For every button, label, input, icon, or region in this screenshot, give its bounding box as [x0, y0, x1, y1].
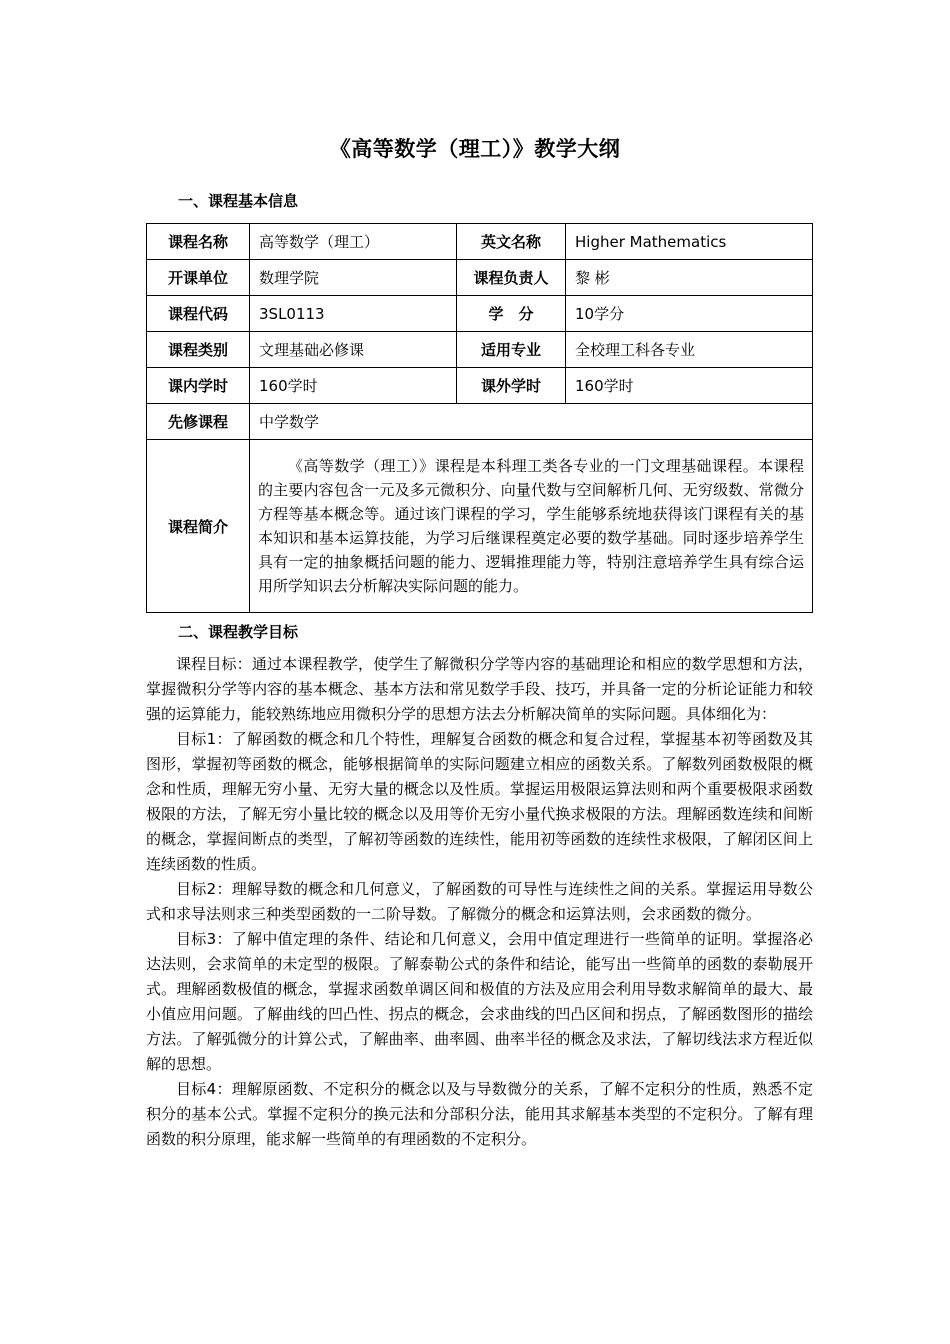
paragraph-course-objective: 课程目标：通过本课程教学，使学生了解微积分学等内容的基础理论和相应的数学思想和方法，掌握微积分学等内容的基本概念、基本方法和常见数学手段、技巧，并具备一定的分析论证能力和较强的运算能力，能较熟练地应用微积分学的思想方法去分析解决简单的实际问题。具体细化为：	[146, 655, 813, 723]
paragraph-objective-2: 目标2：理解导数的概念和几何意义，了解函数的可导性与连续性之间的关系。掌握运用导数公式和求导法则求三种类型函数的一二阶导数。了解微分的概念和运算法则，会求函数的微分。	[146, 880, 813, 923]
label-course-intro: 课程简介	[147, 440, 250, 613]
objectives-body	[146, 652, 813, 1152]
value-course-leader: 黎 彬	[566, 260, 813, 296]
course-info-table	[146, 223, 813, 613]
label-applicable-majors: 适用专业	[457, 332, 566, 368]
label-course-name: 课程名称	[147, 224, 250, 260]
table-row	[147, 224, 813, 260]
table-row	[147, 332, 813, 368]
paragraph-objective-4: 目标4：理解原函数、不定积分的概念以及与导数微分的关系，了解不定积分的性质，熟悉不定积分的基本公式。掌握不定积分的换元法和分部积分法，能用其求解基本类型的不定积分。了解有理函数的积分原理，能求解一些简单的有理函数的不定积分。	[146, 1080, 813, 1148]
value-applicable-majors: 全校理工科各专业	[566, 332, 813, 368]
value-course-intro: 《高等数学（理工）》课程是本科理工类各专业的一门文理基础课程。本课程的主要内容包含一元及多元微积分、向量代数与空间解析几何、无穷级数、常微分方程等基本概念等。通过该门课程的学习，学生能够系统地获得该门课程有关的基本知识和基本运算技能，为学习后继课程奠定必要的数学基础。同时逐步培养学生具有一定的抽象概括问题的能力、逻辑推理能力等，特别注意培养学生具有综合运用所学知识去分析解决实际问题的能力。	[250, 440, 813, 613]
value-prerequisites: 中学数学	[250, 404, 813, 440]
value-course-code: 3SL0113	[250, 296, 457, 332]
paragraph-objective-1: 目标1：了解函数的概念和几个特性，理解复合函数的概念和复合过程，掌握基本初等函数及其图形，掌握初等函数的概念，能够根据简单的实际问题建立相应的函数关系。了解数列函数极限的概念和性质，理解无穷小量、无穷大量的概念以及性质。掌握运用极限运算法则和两个重要极限求函数极限的方法，了解无穷小量比较的概念以及用等价无穷小量代换求极限的方法。理解函数连续和间断的概念，掌握间断点的类型，了解初等函数的连续性，能用初等函数的连续性求极限，了解闭区间上连续函数的性质。	[146, 730, 813, 873]
label-in-class-hours: 课内学时	[147, 368, 250, 404]
label-department: 开课单位	[147, 260, 250, 296]
value-department: 数理学院	[250, 260, 457, 296]
table-row	[147, 296, 813, 332]
label-english-name: 英文名称	[457, 224, 566, 260]
label-credits: 学 分	[457, 296, 566, 332]
label-course-code: 课程代码	[147, 296, 250, 332]
document-title: 《高等数学（理工）》教学大纲	[329, 137, 621, 161]
value-course-category: 文理基础必修课	[250, 332, 457, 368]
table-row	[147, 440, 813, 613]
section-heading-basic-info: 一、课程基本信息	[178, 192, 299, 210]
label-course-leader: 课程负责人	[457, 260, 566, 296]
label-out-class-hours: 课外学时	[457, 368, 566, 404]
paragraph-objective-3: 目标3：了解中值定理的条件、结论和几何意义，会用中值定理进行一些简单的证明。掌握洛必达法则，会求简单的未定型的极限。了解泰勒公式的条件和结论，能写出一些简单的函数的泰勒展开式。理解函数极值的概念，掌握求函数单调区间和极值的方法及应用会利用导数求解简单的最大、最小值应用问题。了解曲线的凹凸性、拐点的概念，会求曲线的凹凸区间和拐点，了解函数图形的描绘方法。了解弧微分的计算公式，了解曲率、曲率圆、曲率半径的概念及求法，了解切线法求方程近似解的思想。	[146, 930, 813, 1073]
table-row	[147, 368, 813, 404]
label-course-category: 课程类别	[147, 332, 250, 368]
value-out-class-hours: 160学时	[566, 368, 813, 404]
table-row	[147, 404, 813, 440]
value-in-class-hours: 160学时	[250, 368, 457, 404]
value-course-name: 高等数学（理工）	[250, 224, 457, 260]
value-english-name: Higher Mathematics	[566, 224, 813, 260]
table-row	[147, 260, 813, 296]
value-credits: 10学分	[566, 296, 813, 332]
section-heading-objectives: 二、课程教学目标	[178, 623, 299, 641]
label-prerequisites: 先修课程	[147, 404, 250, 440]
